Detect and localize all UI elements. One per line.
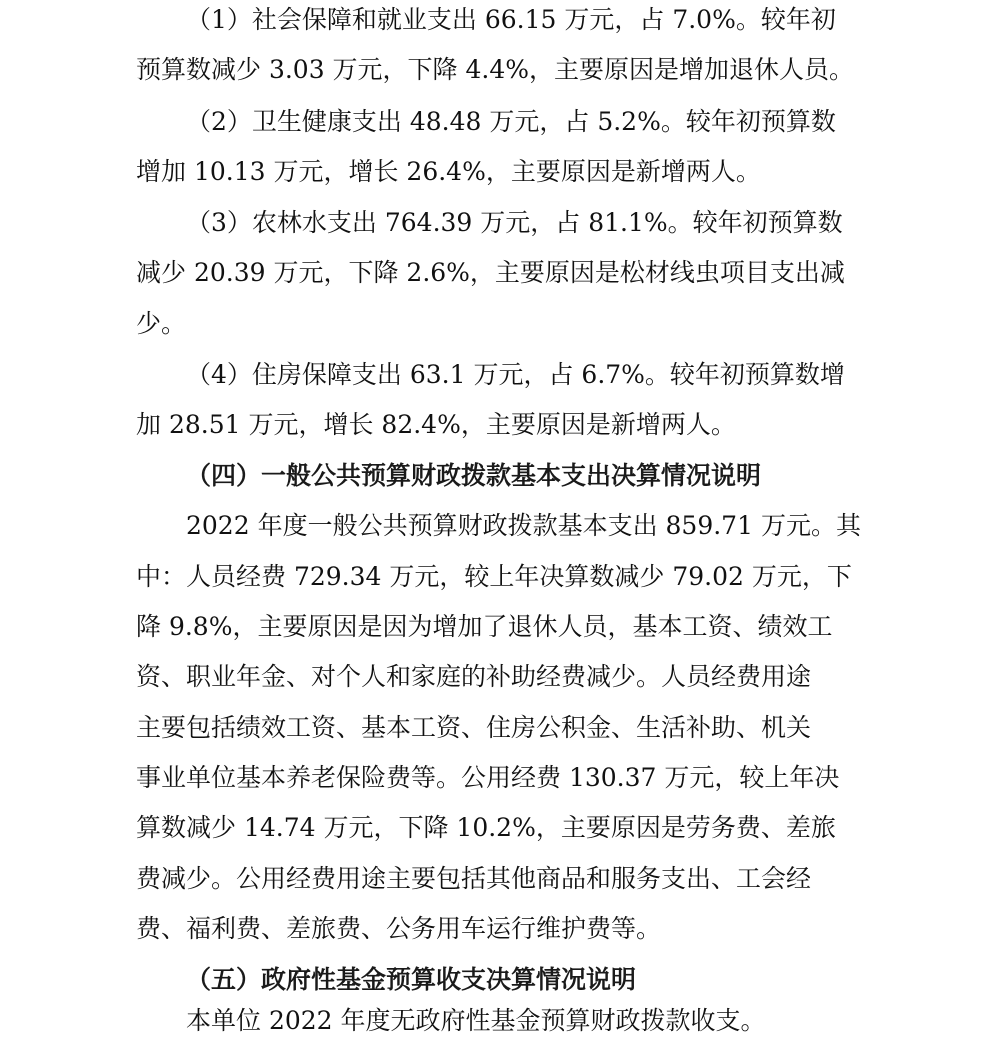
text-line-item-4-cont: 加 28.51 万元，增长 82.4%，主要原因是新增两人。 <box>136 410 736 439</box>
text-line-item-3-end: 少。 <box>136 309 187 338</box>
text-line-para-4-3: 降 9.8%，主要原因是因为增加了退休人员，基本工资、绩效工 <box>136 612 833 641</box>
text-line-item-2: （2）卫生健康支出 48.48 万元，占 5.2%。较年初预算数 <box>186 107 836 136</box>
text-line-item-3-cont: 减少 20.39 万元，下降 2.6%，主要原因是松材线虫项目支出减 <box>136 258 845 287</box>
text-line-para-4-5: 主要包括绩效工资、基本工资、住房公积金、生活补助、机关 <box>136 713 812 742</box>
text-line-para-4-6: 事业单位基本养老保险费等。公用经费 130.37 万元，较上年决 <box>136 763 840 792</box>
text-line-para-4-4: 资、职业年金、对个人和家庭的补助经费减少。人员经费用途 <box>136 662 812 691</box>
text-line-para-4-8: 费减少。公用经费用途主要包括其他商品和服务支出、工会经 <box>136 864 812 893</box>
section-heading-5: （五）政府性基金预算收支决算情况说明 <box>186 965 637 994</box>
text-line-para-4-9: 费、福利费、差旅费、公务用车运行维护费等。 <box>136 914 662 943</box>
text-line-item-1: （1）社会保障和就业支出 66.15 万元，占 7.0%。较年初 <box>186 5 836 34</box>
text-line-para-5-1: 本单位 2022 年度无政府性基金预算财政拨款收支。 <box>186 1006 766 1035</box>
text-line-para-4-1: 2022 年度一般公共预算财政拨款基本支出 859.71 万元。其 <box>186 511 861 540</box>
text-line-para-4-7: 算数减少 14.74 万元，下降 10.2%，主要原因是劳务费、差旅 <box>136 813 836 842</box>
text-line-para-4-2: 中：人员经费 729.34 万元，较上年决算数减少 79.02 万元，下 <box>136 562 852 591</box>
text-line-item-2-cont: 增加 10.13 万元，增长 26.4%，主要原因是新增两人。 <box>136 157 761 186</box>
text-line-item-1-cont: 预算数减少 3.03 万元，下降 4.4%，主要原因是增加退休人员。 <box>136 55 855 84</box>
text-line-item-3: （3）农林水支出 764.39 万元，占 81.1%。较年初预算数 <box>186 208 843 237</box>
text-line-item-4: （4）住房保障支出 63.1 万元，占 6.7%。较年初预算数增 <box>186 360 845 389</box>
section-heading-4: （四）一般公共预算财政拨款基本支出决算情况说明 <box>186 461 762 490</box>
